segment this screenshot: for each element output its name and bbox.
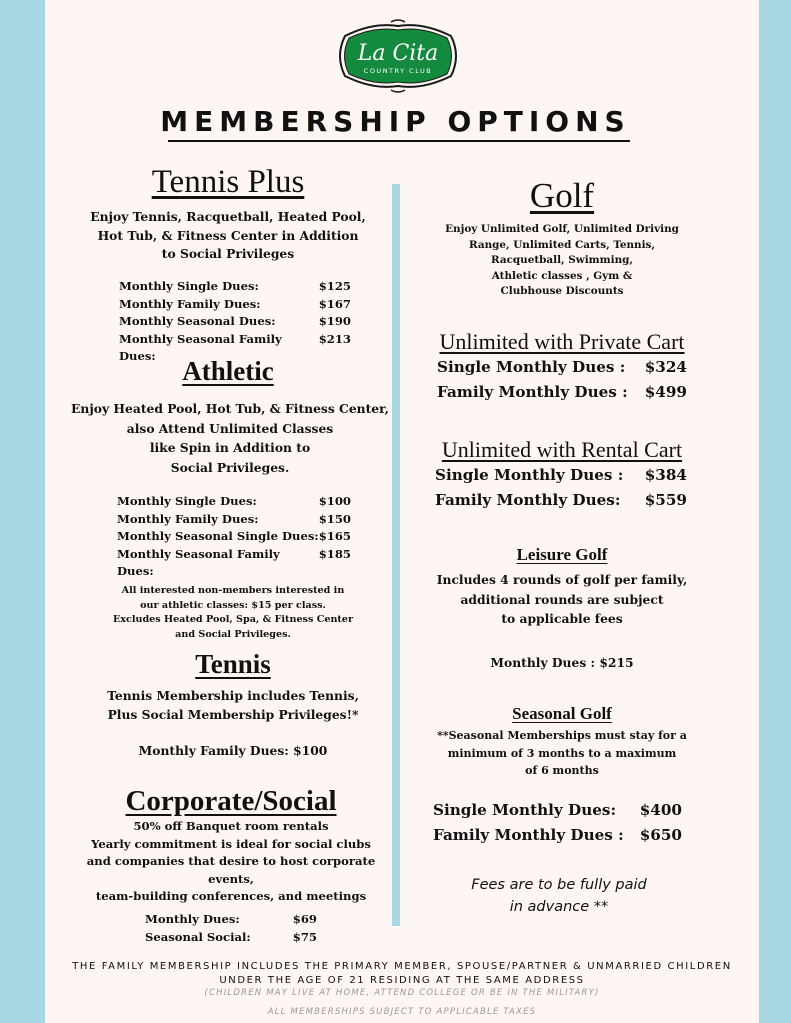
dues-row: Monthly Family Dues: $150: [117, 511, 351, 526]
seasonal-golf-description: **Seasonal Memberships must stay for a minimum of 3 months to a maximum of 6 months: [437, 729, 687, 777]
seasonal-golf-heading: Seasonal Golf: [512, 704, 612, 723]
title-underline: [168, 140, 630, 142]
leisure-golf-description: Includes 4 rounds of golf per family, additional rounds are subject to applicable fees: [436, 572, 688, 626]
dues-row: Family Monthly Dues: $559: [435, 491, 687, 509]
column-divider: [392, 184, 400, 926]
private-cart-dues: [437, 355, 687, 405]
dues-row: Monthly Seasonal Family Dues: $213: [119, 331, 351, 363]
la-cita-logo: [333, 18, 463, 94]
seasonal-golf-dues: [433, 798, 682, 848]
tennis-description: Tennis Membership includes Tennis, Plus Social Membership Privileges!*: [107, 688, 359, 722]
dues-row: Single Monthly Dues : $324: [437, 358, 687, 376]
dues-row: Seasonal Social: $75: [145, 929, 317, 944]
dues-row: Monthly Single Dues: $125: [119, 279, 351, 293]
logo-sub-text: COUNTRY CLUB: [363, 67, 433, 75]
tennis-plus-heading: Tennis Plus: [151, 164, 305, 200]
golf-heading: Golf: [529, 176, 595, 215]
logo-script-text: La Cita: [357, 41, 439, 66]
tennis-plus-dues: [119, 278, 351, 366]
leisure-golf-dues: Monthly Dues : $215: [490, 655, 634, 670]
footer-tax-note: ALL MEMBERSHIPS SUBJECT TO APPLICABLE TAXES: [267, 1007, 537, 1017]
dues-row: Family Monthly Dues : $499: [437, 383, 687, 401]
athletic-note: All interested non-members interested in our athletic classes: $15 per class. Excludes Heated Pool, Spa, & Fitness Center and Social Privileges.: [112, 585, 354, 640]
dues-row: Single Monthly Dues: $400: [433, 801, 682, 819]
rental-cart-dues: [435, 463, 687, 513]
corporate-dues: [145, 911, 317, 946]
dues-row: Single Monthly Dues : $384: [435, 466, 687, 484]
rental-cart-heading: Unlimited with Rental Cart: [441, 437, 683, 462]
corporate-description: 50% off Banquet room rentals Yearly commitment is ideal for social clubs and companies that desire to host corporate events, team-building conferences, and meetings: [86, 819, 376, 903]
athletic-heading: Athletic: [182, 356, 274, 386]
athletic-description: Enjoy Heated Pool, Hot Tub, & Fitness Center, also Attend Unlimited Classes like Spin in Addition to Social Privileges.: [71, 401, 389, 475]
athletic-dues: [117, 493, 351, 581]
footer-family-note: THE FAMILY MEMBERSHIP INCLUDES THE PRIMARY MEMBER, SPOUSE/PARTNER & UNMARRIED CHILDREN UNDER THE AGE OF 21 RESIDING AT THE SAME ADDRESS: [72, 961, 732, 986]
page-title: MEMBERSHIP OPTIONS: [160, 105, 631, 138]
private-cart-heading: Unlimited with Private Cart: [439, 329, 685, 354]
tennis-dues: Monthly Family Dues: $100: [138, 743, 328, 758]
dues-row: Monthly Seasonal Family Dues: $185: [117, 546, 351, 578]
dues-row: Monthly Dues: $69: [145, 912, 317, 926]
dues-row: Monthly Seasonal Single Dues: $165: [117, 529, 351, 543]
tennis-plus-description: Enjoy Tennis, Racquetball, Heated Pool, Hot Tub, & Fitness Center in Addition to Social Privileges: [90, 209, 366, 261]
tennis-heading: Tennis: [195, 649, 271, 679]
dues-row: Monthly Seasonal Dues: $190: [119, 314, 351, 328]
footer-children-note: (CHILDREN MAY LIVE AT HOME, ATTEND COLLEGE OR BE IN THE MILITARY): [204, 988, 600, 998]
leisure-golf-heading: Leisure Golf: [516, 545, 608, 564]
golf-description: Enjoy Unlimited Golf, Unlimited Driving Range, Unlimited Carts, Tennis, Racquetball, Swimming, Athletic classes , Gym & Clubhouse Discounts: [445, 223, 679, 297]
corporate-social-heading: Corporate/Social: [125, 785, 337, 817]
dues-row: Monthly Family Dues: $167: [119, 296, 351, 311]
fees-note: Fees are to be fully paid in advance **: [471, 877, 647, 915]
dues-row: Family Monthly Dues : $650: [433, 826, 682, 844]
dues-row: Monthly Single Dues: $100: [117, 494, 351, 508]
